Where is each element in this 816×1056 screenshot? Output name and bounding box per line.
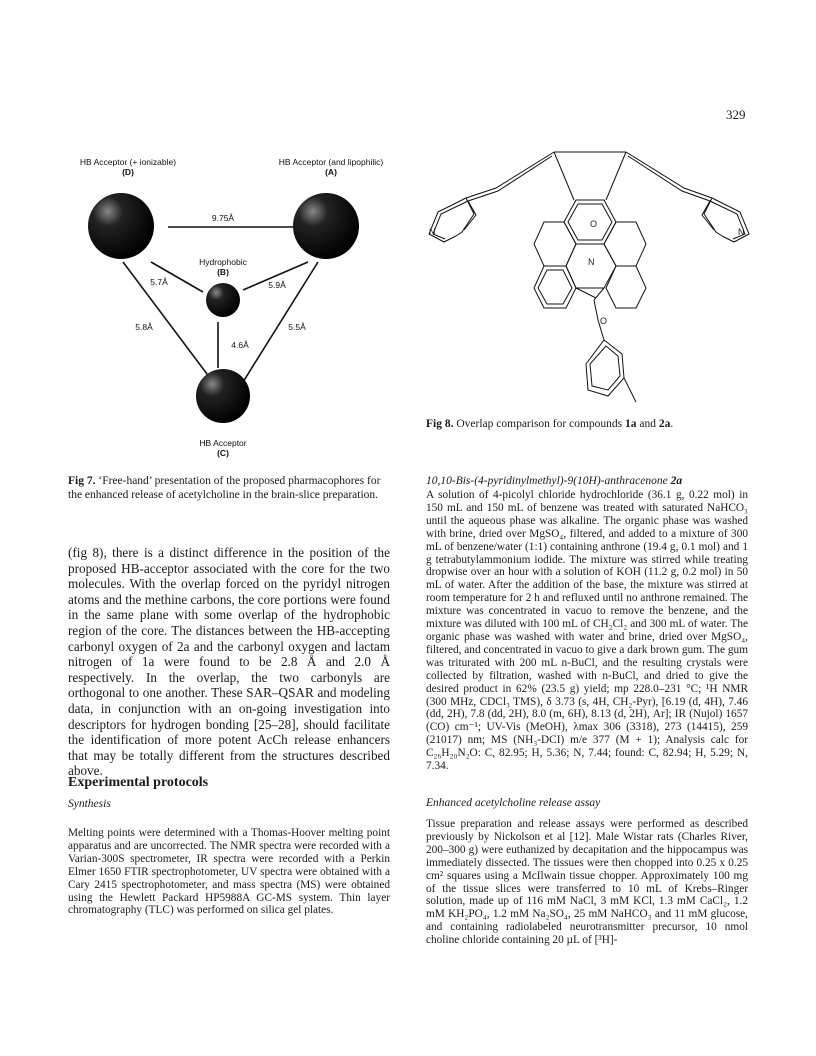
label-a-title: HB Acceptor (and lipophilic) xyxy=(278,157,384,167)
overlap-structure-diagram xyxy=(426,150,751,412)
synthesis-paragraph: Melting points were determined with a Thomas-Hoover melting point apparatus and are uncorrected. The NMR spectra were recorded with a Varian-300S spectrometer, IR spectra were recorded with a Perkin Elmer 1650 FTIR spectrophotometer, UV spectra were obtained with a Cary 2415 spectrophotometer, and mass spectra (MS) were obtained using the Hewlett Packard HP5988A GC-MS system. Thin layer chromatography (TLC) was performed on silica gel plates. xyxy=(68,827,390,917)
fig8-caption-end: . xyxy=(670,418,674,430)
sphere-a xyxy=(293,193,359,259)
label-dist-bc: 4.6Å xyxy=(231,340,249,350)
compound-title-id: 2a xyxy=(670,475,683,487)
fig8-n-left: N xyxy=(429,227,436,237)
label-b-letter: (B) xyxy=(217,267,229,277)
experimental-heading: Experimental protocols xyxy=(68,775,209,790)
body-paragraph-overlap: (fig 8), there is a distinct difference in the position of the proposed HB-acceptor associated with the core for the two molecules. With the overlap forced on the pyridyl nitrogen atoms and the methine carbons, the core portions were found in the same plane with some overlap of the hydrophobic region of the core. The distances between the HB-accepting carbonyl oxygen of 2a and the carbonyl oxygen and lactam nitrogen of 1a were found to be 2.8 Å and 2.0 Å respectively. In the overlap, the two carbonyls are orthogonal to one another. These SAR–QSAR and modeling data, in conjunction with an on-going investigation into descriptors for hydrogen bonding [25–28], should facilitate the identification of more potent AcCh release enhancers that may be totally different from the structures described above. xyxy=(68,545,390,779)
label-c-title: HB Acceptor xyxy=(199,438,247,448)
sphere-d xyxy=(88,193,154,259)
fig7-caption-text: ‘Free-hand’ presentation of the proposed pharmacophores for the enhanced release of acetylcholine in the brain-slice preparation. xyxy=(68,475,381,501)
synthesis-heading: Synthesis xyxy=(68,798,111,810)
label-a-letter: (A) xyxy=(325,167,337,177)
label-b-title: Hydrophobic xyxy=(199,257,247,267)
label-dist-db: 5.7Å xyxy=(150,277,168,287)
fig8-n-mid: N xyxy=(588,257,595,267)
assay-heading: Enhanced acetylcholine release assay xyxy=(426,797,601,809)
label-dist-da: 9.75Å xyxy=(211,213,235,223)
fig8-o-top: O xyxy=(590,219,598,229)
fig8-caption-and: and xyxy=(636,418,659,430)
figure-7-caption xyxy=(68,475,390,502)
compound-title-text: 10,10-Bis-(4-pyridinylmethyl)-9(10H)-anthracenone xyxy=(426,475,668,487)
fig8-caption-label: Fig 8. xyxy=(426,418,454,430)
figure-7 xyxy=(68,150,398,470)
label-c-letter: (C) xyxy=(217,448,229,458)
compound-procedure: A solution of 4-picolyl chloride hydrochloride (36.1 g, 0.22 mol) in 150 mL and 150 mL of benzene was treated with saturated NaHCO₃ until the aqueous phase was alkaline. The organic phase was washed with brine, dried over MgSO₄, filtered, and added to a mixture of 300 mL of benzene/water (1:1) containing anthrone (19.4 g, 0.1 mol) and 1 g tetrabutylammonium iodide. The mixture was stirred while treating dropwise over an hour with a solution of KOH (11.2 g, 0.2 mol) in 50 mL of water. After the addition of the base, the mixture was stirred at room temperature for 2 h and refluxed until no anthrone remained. The mixture was concentrated in vacuo to remove the benzene, and the mixture was diluted with 100 mL of CH₂Cl₂ and 300 mL of water. The organic phase was washed with water and brine, dried over MgSO₄, filtered, and concentrated in vacuo to give a dark brown gum. The gum was triturated with 200 mL n-BuCl, and the resulting crystals were collected by filtration, washed with n-BuCl, and dried to give the desired product in 62% (23.5 g) yield; mp 228.0–231 °C; ¹H NMR (300 MHz, CDCl₃ TMS), δ 3.73 (s, 4H, CH₂-Pyr), [6.19 (d, 4H), 7.46 (dd, 2H), 7.8 (dd, 2H), 8.0 (m, 6H), 8.13 (d, 2H), Ar]; IR (Nujol) 1657 (CO) cm⁻¹; UV-Vis (MeOH), λmax 306 (3318), 273 (14415), 259 (21017) nm; MS (NH₃-DCI) m/e 377 (M + 1); Analysis calc for C₂₆H₂₀N₂O: C, 82.95; H, 5.36; N, 7.44; found: C, 82.94; H, 5.29; N, 7.34. xyxy=(426,489,748,773)
label-d-letter: (D) xyxy=(122,167,134,177)
fig8-caption-c2: 2a xyxy=(658,418,671,430)
assay-paragraph: Tissue preparation and release assays were performed as described previously by Nickolson et al [12]. Male Wistar rats (Charles River, 200–300 g) were euthanized by decapitation and the hippocampus was immediately dissected. The tissues were then chopped into 0.25 x 0.25 cm² squares using a McIlwain tissue chopper. Approximately 100 mg of the tissue slices were transferred to 10 mL of Krebs–Ringer solution, made up of 116 mM NaCl, 3 mM KCl, 1.3 mM CaCl₂, 1.2 mM KH₂PO₄, 1.2 mM Na₂SO₄, 25 mM NaHCO₃ and 11 mM glucose, and containing radiolabeled neurotransmitter precursor, 10 nmol choline chloride containing 20 µL of [³H]- xyxy=(426,818,748,947)
fig8-o-bottom: O xyxy=(600,316,608,326)
label-d-title: HB Acceptor (+ ionizable) xyxy=(79,157,177,167)
label-dist-dc: 5.8Å xyxy=(135,322,153,332)
fig7-caption-label: Fig 7. xyxy=(68,475,96,487)
sphere-b xyxy=(206,283,240,317)
fig8-n-right: N xyxy=(738,227,745,237)
pharmacophore-diagram xyxy=(68,150,398,470)
label-dist-ac: 5.5Å xyxy=(288,322,306,332)
sphere-c xyxy=(196,369,250,423)
fig8-caption-c1: 1a xyxy=(625,418,637,430)
figure-8 xyxy=(426,150,751,412)
label-dist-ab: 5.9Å xyxy=(268,280,286,290)
page-number: 329 xyxy=(726,107,746,122)
figure-8-caption xyxy=(426,418,748,432)
fig8-caption-text: Overlap comparison for compounds xyxy=(453,418,625,430)
compound-title xyxy=(426,475,748,487)
